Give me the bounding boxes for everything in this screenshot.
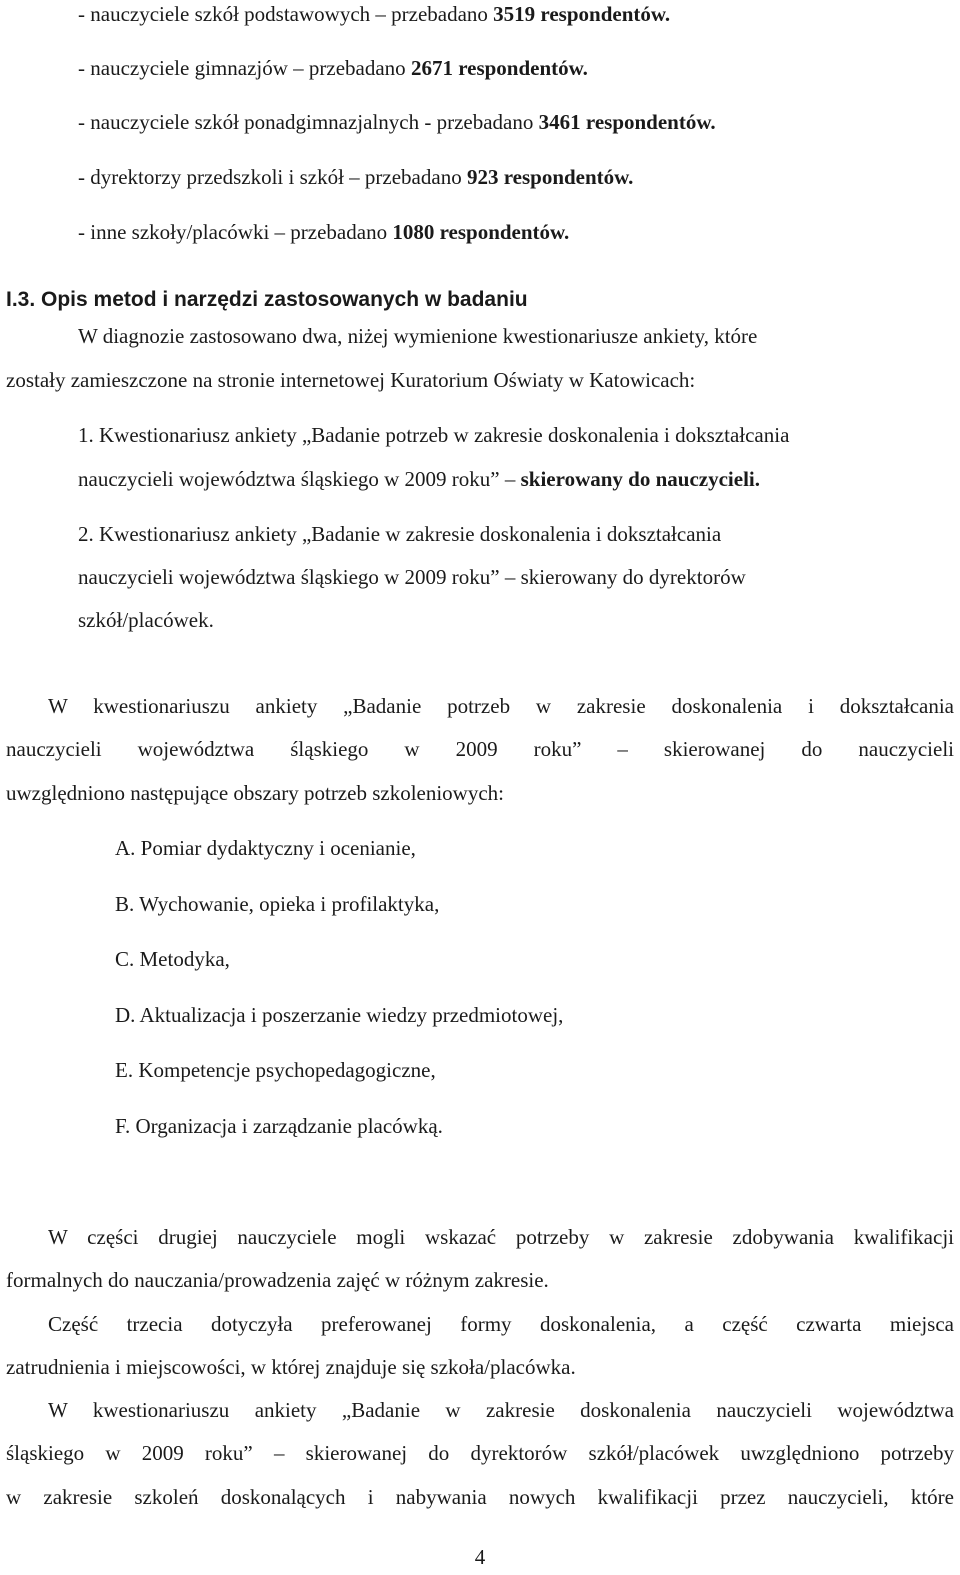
questionnaire-1-line-2 bbox=[78, 465, 954, 493]
questionnaire-2-line-2: nauczycieli województwa śląskiego w 2009 roku” – skierowany do dyrektorów bbox=[78, 565, 746, 589]
area-item-f: F. Organizacja i zarządzanie placówką. bbox=[115, 1114, 443, 1138]
area-item-d: D. Aktualizacja i poszerzanie wiedzy przedmiotowej, bbox=[115, 1003, 564, 1027]
respondent-count: 1080 respondentów. bbox=[392, 220, 570, 244]
intro-line-1: W diagnozie zastosowano dwa, niżej wymienione kwestionariusze ankiety, które bbox=[78, 324, 758, 348]
respondent-line-3 bbox=[78, 108, 954, 136]
para4-line-2: śląskiego w 2009 roku” – skierowanej do dyrektorów szkół/placówek uwzględniono potrzeby bbox=[6, 1441, 954, 1465]
para1-line-3: uwzględniono następujące obszary potrzeb szkoleniowych: bbox=[6, 781, 505, 805]
intro-line-2: zostały zamieszczone na stronie internetowej Kuratorium Oświaty w Katowicach: bbox=[6, 368, 696, 392]
respondent-count: 3461 respondentów. bbox=[538, 110, 716, 134]
respondent-count: 923 respondentów. bbox=[466, 165, 634, 189]
respondent-text: - dyrektorzy przedszkoli i szkół – przebadano bbox=[78, 165, 467, 189]
area-item-e: E. Kompetencje psychopedagogiczne, bbox=[115, 1058, 436, 1082]
respondent-count: 2671 respondentów. bbox=[410, 56, 588, 80]
respondent-text: - nauczyciele gimnazjów – przebadano bbox=[78, 56, 411, 80]
questionnaire-1-text: nauczycieli województwa śląskiego w 2009 roku” – bbox=[78, 467, 521, 491]
para1-line-1: W kwestionariuszu ankiety „Badanie potrzeb w zakresie doskonalenia i dokształcania bbox=[48, 694, 954, 718]
respondent-line-5 bbox=[78, 218, 954, 246]
para1-line-2: nauczycieli województwa śląskiego w 2009 roku” – skierowanej do nauczycieli bbox=[6, 737, 954, 761]
area-item-a: A. Pomiar dydaktyczny i ocenianie, bbox=[115, 836, 416, 860]
para4-line-3: w zakresie szkoleń doskonalących i nabywania nowych kwalifikacji przez nauczycieli, które bbox=[6, 1485, 954, 1509]
para3-line-2: zatrudnienia i miejscowości, w której znajduje się szkoła/placówka. bbox=[6, 1355, 576, 1379]
respondent-line-2 bbox=[78, 54, 954, 82]
questionnaire-1-line-1: 1. Kwestionariusz ankiety „Badanie potrzeb w zakresie doskonalenia i dokształcania bbox=[78, 423, 790, 447]
respondent-text: - nauczyciele szkół podstawowych – przebadano bbox=[78, 2, 494, 26]
questionnaire-1-target: skierowany do nauczycieli. bbox=[520, 467, 760, 491]
respondent-line-1 bbox=[78, 0, 954, 28]
area-item-c: C. Metodyka, bbox=[115, 947, 230, 971]
para4-line-1: W kwestionariuszu ankiety „Badanie w zakresie doskonalenia nauczycieli województwa bbox=[48, 1398, 954, 1422]
questionnaire-2-line-3: szkół/placówek. bbox=[78, 608, 214, 632]
para2-line-1: W części drugiej nauczyciele mogli wskazać potrzeby w zakresie zdobywania kwalifikacji bbox=[48, 1225, 954, 1249]
page-number: 4 bbox=[474, 1545, 486, 1569]
para3-line-1: Część trzecia dotyczyła preferowanej formy doskonalenia, a część czwarta miejsca bbox=[48, 1312, 954, 1336]
respondent-text: - inne szkoły/placówki – przebadano bbox=[78, 220, 393, 244]
questionnaire-2-line-1: 2. Kwestionariusz ankiety „Badanie w zakresie doskonalenia i dokształcania bbox=[78, 522, 722, 546]
area-item-b: B. Wychowanie, opieka i profilaktyka, bbox=[115, 892, 440, 916]
respondent-count: 3519 respondentów. bbox=[493, 2, 671, 26]
respondent-text: - nauczyciele szkół ponadgimnazjalnych - przebadano bbox=[78, 110, 539, 134]
section-heading: I.3. Opis metod i narzędzi zastosowanych w badaniu bbox=[6, 288, 528, 311]
para2-line-2: formalnych do nauczania/prowadzenia zajęć w różnym zakresie. bbox=[6, 1268, 549, 1292]
respondent-line-4 bbox=[78, 163, 954, 191]
